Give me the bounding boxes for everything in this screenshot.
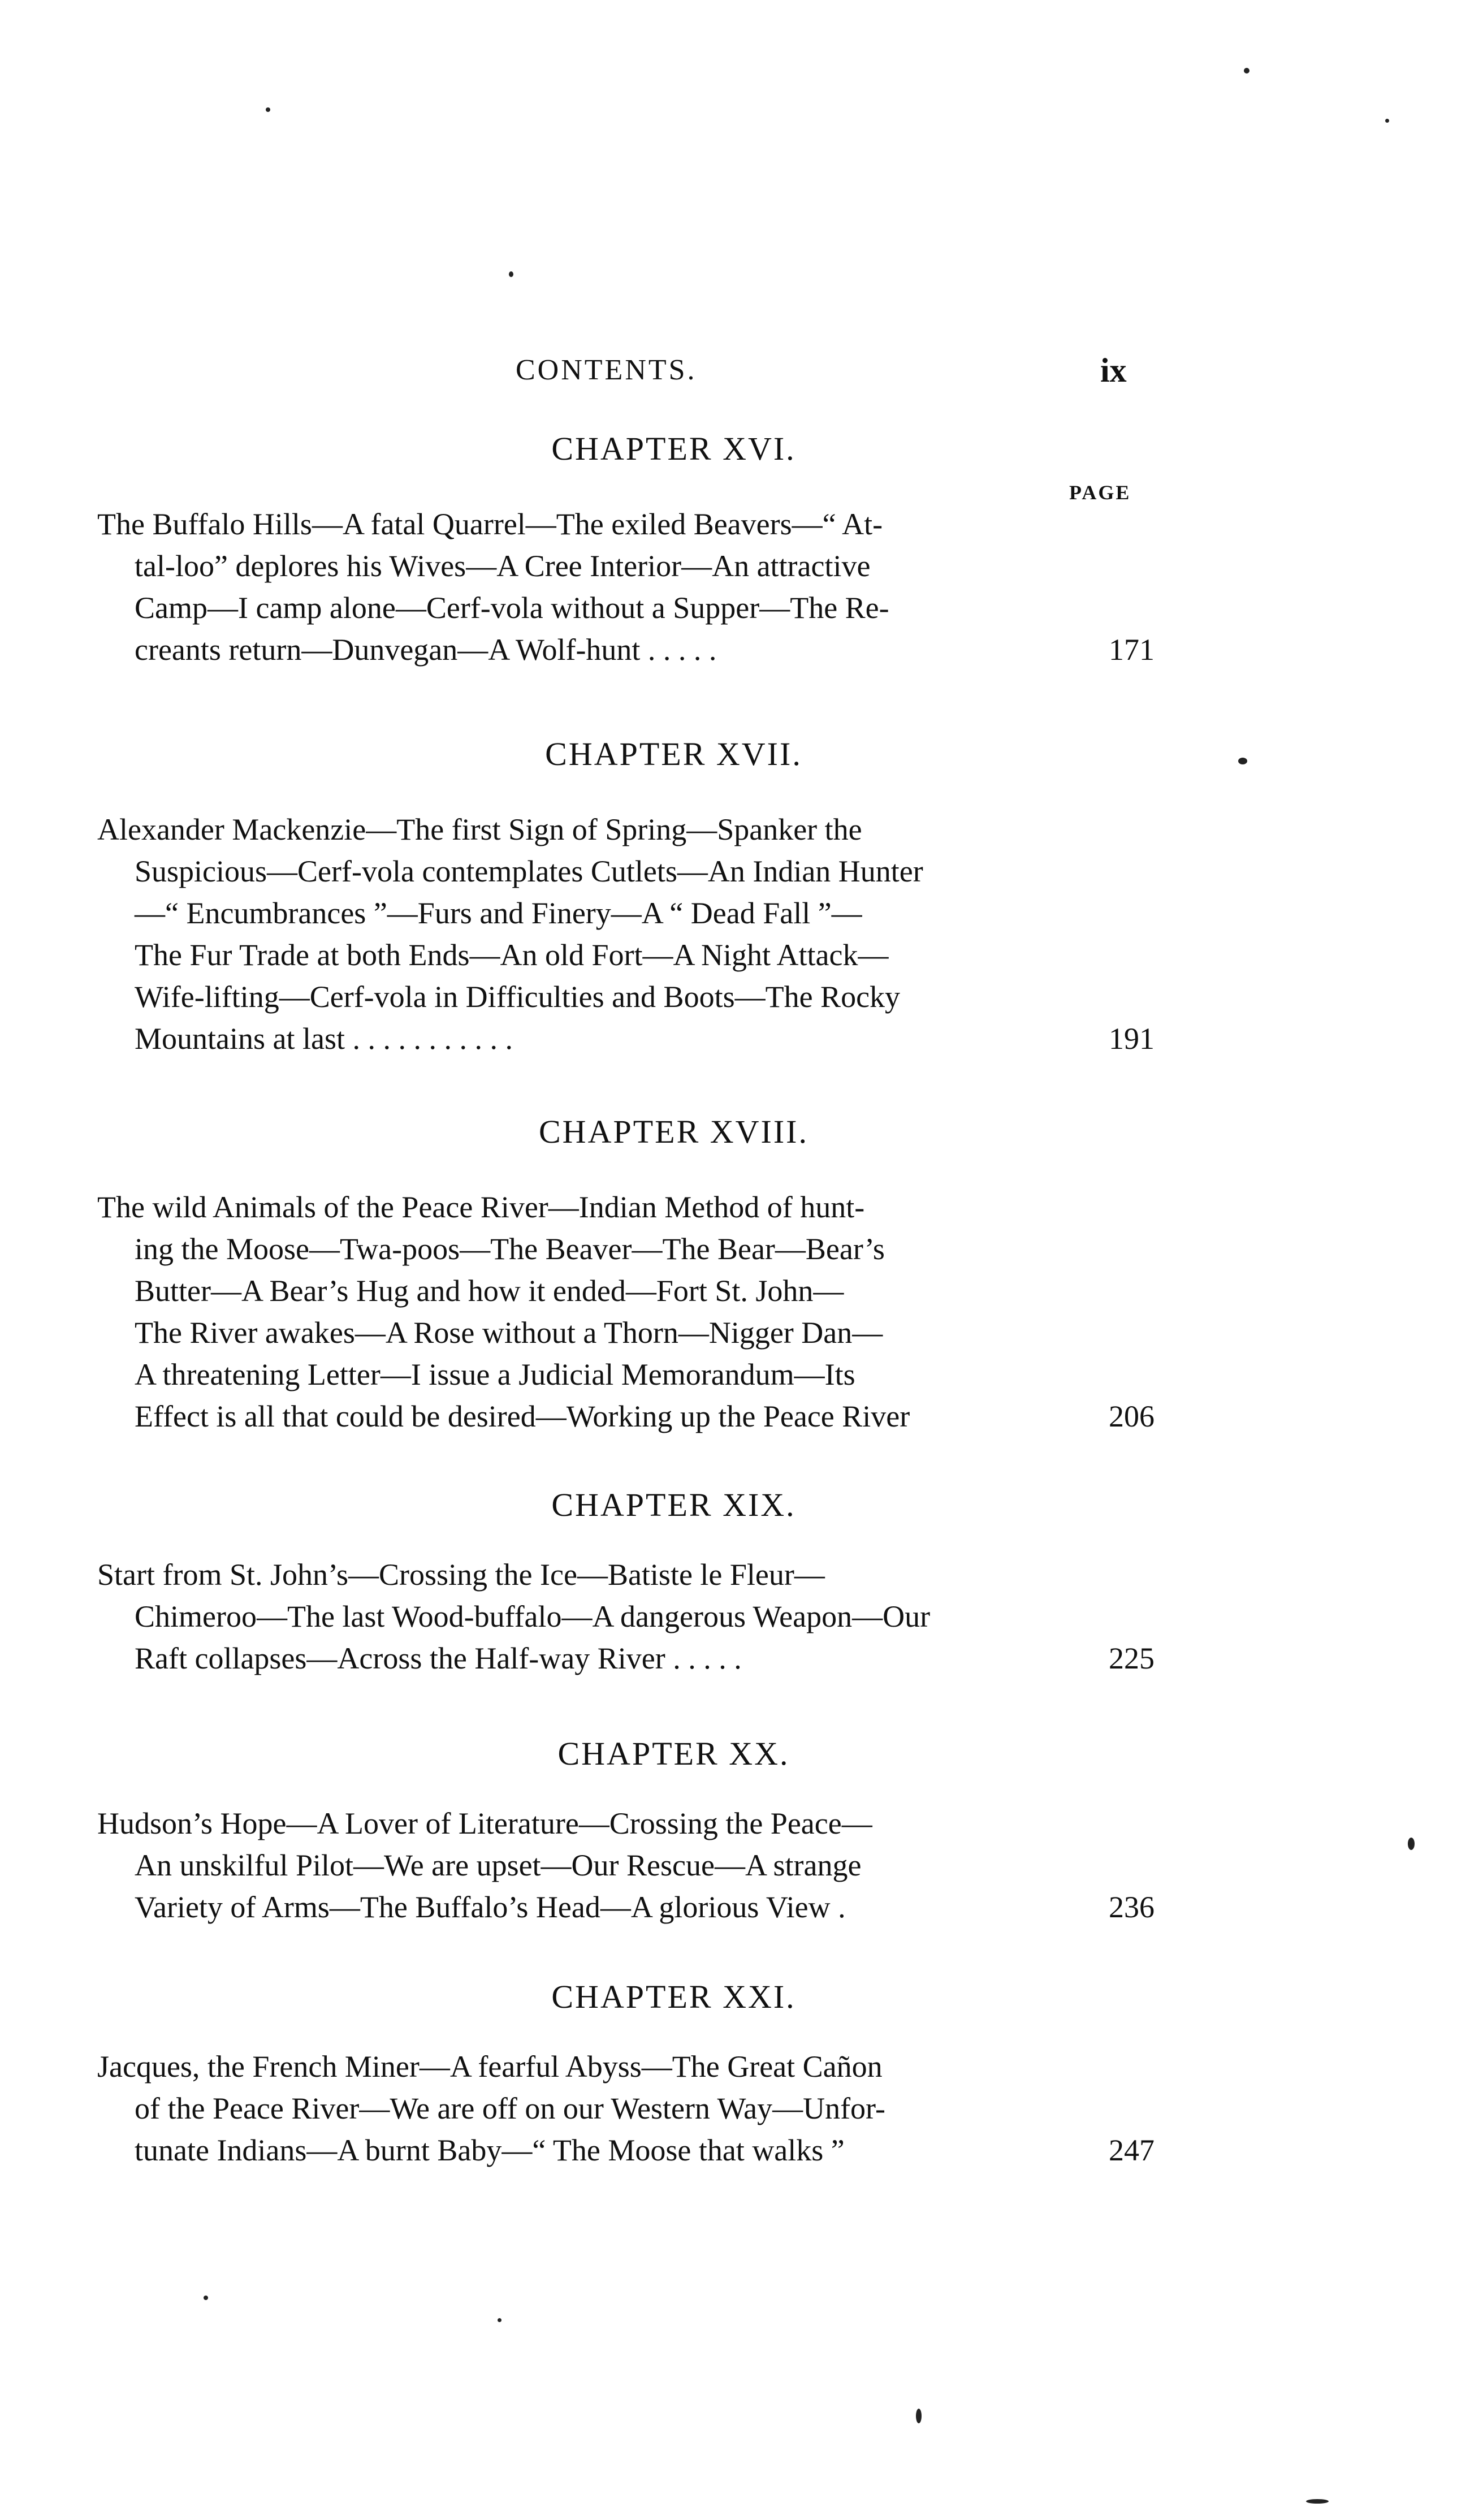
- summary-line-with-page: [97, 1018, 1155, 1060]
- scan-speck: [266, 107, 270, 112]
- scan-speck: [1408, 1838, 1415, 1850]
- summary-line: of the Peace River—We are off on our Western Way—Unfor-: [135, 2091, 885, 2125]
- summary-line: ing the Moose—Twa-poos—The Beaver—The Bear—Bear’s: [135, 1232, 885, 1266]
- summary-line: An unskilful Pilot—We are upset—Our Rescue—A strange: [135, 1848, 862, 1882]
- scan-speck: [1238, 758, 1247, 764]
- scan-speck: [916, 2409, 922, 2423]
- chapter-heading: CHAPTER XXI.: [551, 1978, 796, 2015]
- chapter-xviii-summary: [97, 1186, 1155, 1437]
- summary-line: Chimeroo—The last Wood-buffalo—A dangerous Weapon—Our: [135, 1600, 931, 1633]
- chapter-heading: CHAPTER XVIII.: [539, 1113, 808, 1150]
- summary-line-with-page: [97, 1395, 1155, 1437]
- summary-line: The Buffalo Hills—A fatal Quarrel—The exiled Beavers—“ At-: [97, 507, 883, 541]
- scan-speck: [1244, 68, 1249, 74]
- page-number: 171: [1109, 633, 1155, 667]
- scan-speck: [1306, 2499, 1329, 2504]
- scan-speck: [1385, 119, 1389, 123]
- chapter-heading: CHAPTER XX.: [557, 1735, 790, 1772]
- summary-line-with-page: [97, 629, 1155, 671]
- page-number: 236: [1109, 1890, 1155, 1924]
- page-number: 206: [1109, 1399, 1155, 1433]
- summary-line: The Fur Trade at both Ends—An old Fort—A Night Attack—: [135, 938, 889, 972]
- summary-line: tunate Indians—A burnt Baby—“ The Moose that walks ”: [135, 2133, 845, 2167]
- summary-line: The wild Animals of the Peace River—Indian Method of hunt-: [97, 1190, 865, 1224]
- page-folio: ix: [1100, 352, 1127, 389]
- scan-speck: [498, 2318, 501, 2322]
- summary-line: Alexander Mackenzie—The first Sign of Spring—Spanker the: [97, 812, 862, 846]
- summary-line: Jacques, the French Miner—A fearful Abyss—The Great Cañon: [97, 2050, 883, 2084]
- summary-line: The River awakes—A Rose without a Thorn—Nigger Dan—: [135, 1316, 883, 1350]
- page-column-label: PAGE: [1069, 481, 1131, 504]
- chapter-xvii-summary: [97, 809, 1155, 1060]
- page-number: 225: [1109, 1641, 1155, 1675]
- summary-line: A threatening Letter—I issue a Judicial Memorandum—Its: [135, 1358, 855, 1391]
- chapter-xvi-summary: [97, 503, 1155, 671]
- chapter-heading: CHAPTER XIX.: [551, 1486, 796, 1523]
- summary-line: Raft collapses—Across the Half-way River . . . . .: [135, 1641, 742, 1675]
- summary-line-with-page: [97, 1637, 1155, 1679]
- summary-line: creants return—Dunvegan—A Wolf-hunt . . . . .: [135, 633, 717, 667]
- summary-line-with-page: [97, 2129, 1155, 2171]
- summary-line-with-page: [97, 1886, 1155, 1928]
- summary-line: Hudson’s Hope—A Lover of Literature—Crossing the Peace—: [97, 1806, 872, 1840]
- scan-speck: [204, 2296, 208, 2300]
- summary-line: Wife-lifting—Cerf-vola in Difficulties and Boots—The Rocky: [135, 980, 901, 1014]
- chapter-heading: CHAPTER XVII.: [545, 736, 802, 772]
- chapter-xxi-summary: [97, 2046, 1155, 2171]
- chapter-heading: CHAPTER XVI.: [551, 430, 796, 467]
- summary-line: Suspicious—Cerf-vola contemplates Cutlets—An Indian Hunter: [135, 854, 923, 888]
- running-title: CONTENTS.: [516, 354, 697, 386]
- running-head: [0, 353, 1483, 399]
- summary-line: Start from St. John’s—Crossing the Ice—Batiste le Fleur—: [97, 1558, 825, 1592]
- summary-line: Camp—I camp alone—Cerf-vola without a Supper—The Re-: [135, 591, 889, 625]
- summary-line: Effect is all that could be desired—Working up the Peace River: [135, 1399, 910, 1433]
- page-number: 191: [1109, 1022, 1155, 1056]
- summary-line: —“ Encumbrances ”—Furs and Finery—A “ Dead Fall ”—: [135, 896, 862, 930]
- summary-line: Butter—A Bear’s Hug and how it ended—Fort St. John—: [135, 1274, 844, 1308]
- summary-line: Mountains at last . . . . . . . . . . .: [135, 1022, 513, 1056]
- summary-line: tal-loo” deplores his Wives—A Cree Interior—An attractive: [135, 549, 871, 583]
- scan-speck: [509, 271, 513, 277]
- chapter-xix-summary: [97, 1554, 1155, 1679]
- chapter-xx-summary: [97, 1803, 1155, 1928]
- summary-line: Variety of Arms—The Buffalo’s Head—A glorious View .: [135, 1890, 846, 1924]
- page-number: 247: [1109, 2133, 1155, 2167]
